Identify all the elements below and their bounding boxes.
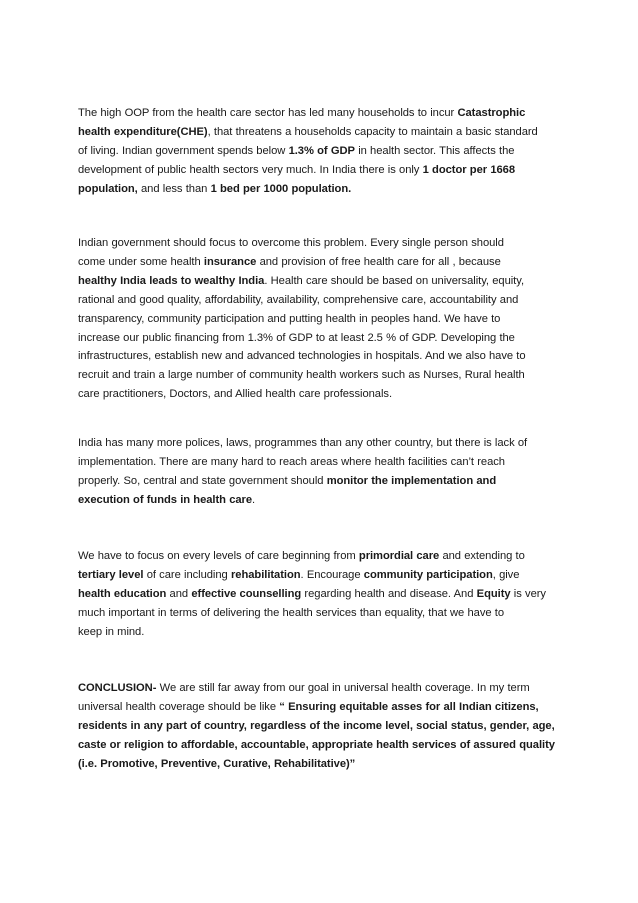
- text-line: [78, 755, 570, 774]
- text-run: . Health care should be based on universality, equity,: [264, 274, 525, 287]
- text-line: [78, 272, 570, 291]
- text-run: universal health coverage should be like: [78, 700, 280, 713]
- paragraph-oop-expenditure: [78, 104, 570, 199]
- text-run: infrastructures, establish new and advanced technologies in hospitals. And we also have to: [78, 350, 526, 363]
- text-run: recruit and train a large number of community health workers such as Nurses, Rural health: [78, 369, 525, 382]
- bold-text-run: healthy India leads to wealthy India: [78, 274, 265, 287]
- text-run: and extending to: [439, 550, 525, 562]
- text-run: and less than: [137, 182, 211, 195]
- text-line: [78, 604, 570, 623]
- paragraph-implementation: [78, 434, 570, 510]
- text-line: [78, 585, 570, 604]
- text-line: [78, 104, 570, 123]
- text-line: [78, 717, 570, 736]
- text-line: [78, 472, 570, 491]
- bold-text-run: health expenditure(CHE): [78, 125, 208, 138]
- text-run: keep in mind.: [78, 625, 145, 638]
- text-run: increase our public financing from 1.3% of GDP to at least 2.5 % of GDP. Developing the: [78, 331, 515, 344]
- text-run: . Encourage: [300, 568, 364, 581]
- text-line: [78, 123, 570, 142]
- bold-text-run: Equity: [476, 587, 511, 600]
- text-run: , give: [492, 568, 520, 581]
- bold-text-run: execution of funds in health care: [78, 493, 253, 506]
- text-run: .: [252, 493, 256, 506]
- bold-text-run: residents in any part of country, regardless of the income level, social status, gender, age,: [78, 719, 555, 732]
- text-line: [78, 310, 570, 329]
- text-line: [78, 253, 570, 272]
- text-run: implementation. There are many hard to reach areas where health facilities can’t reach: [78, 455, 505, 468]
- text-line: [78, 566, 570, 585]
- text-run: , that threatens a households capacity to maintain a basic standard: [207, 125, 538, 138]
- text-run: rational and good quality, affordability, availability, comprehensive care, accountability and: [78, 293, 519, 306]
- bold-text-run: tertiary level: [78, 568, 144, 581]
- text-line: [78, 366, 570, 385]
- bold-text-run: caste or religion to affordable, accountable, appropriate health services of assured quality: [78, 738, 555, 751]
- paragraph-government-focus: [78, 234, 570, 404]
- text-run: in health sector. This affects the: [354, 144, 515, 157]
- text-line: [78, 434, 570, 453]
- bold-text-run: 1.3% of GDP: [288, 144, 355, 157]
- bold-text-run: (i.e. Promotive, Preventive, Curative, Rehabilitative)”: [78, 757, 356, 770]
- text-run: come under some health: [78, 255, 204, 268]
- text-line: [78, 453, 570, 472]
- text-run: much important in terms of delivering the health services than equality, that we have to: [78, 606, 505, 619]
- text-line: [78, 491, 570, 510]
- bold-text-run: “ Ensuring equitable asses for all Indian citizens,: [279, 700, 539, 713]
- text-run: transparency, community participation and putting health in peoples hand. We have to: [78, 312, 501, 325]
- bold-text-run: community participation: [363, 568, 493, 581]
- text-run: care practitioners, Doctors, and Allied health care professionals.: [78, 388, 392, 401]
- text-line: [78, 161, 570, 180]
- text-line: [78, 623, 570, 642]
- text-line: [78, 547, 570, 566]
- text-line: [78, 142, 570, 161]
- text-run: India has many more polices, laws, programmes than any other country, but there is lack of: [78, 437, 528, 449]
- text-run: is very: [510, 587, 546, 600]
- text-line: [78, 329, 570, 348]
- text-line: [78, 234, 570, 253]
- bold-text-run: population,: [78, 182, 138, 195]
- bold-text-run: monitor the implementation and: [326, 474, 497, 487]
- text-run: of care including: [143, 568, 231, 581]
- text-run: of living. Indian government spends below: [78, 144, 289, 157]
- text-run: We have to focus on every levels of care beginning from: [78, 550, 359, 562]
- paragraph-levels-of-care: [78, 547, 570, 642]
- text-line: [78, 180, 570, 199]
- text-run: development of public health sectors very much. In India there is only: [78, 163, 423, 176]
- text-run: Indian government should focus to overcome this problem. Every single person should: [78, 237, 504, 249]
- bold-text-run: rehabilitation: [230, 568, 301, 581]
- text-line: [78, 679, 570, 698]
- bold-text-run: 1 doctor per 1668: [422, 163, 516, 176]
- paragraph-conclusion: [78, 679, 570, 774]
- bold-text-run: primordial care: [358, 550, 440, 562]
- bold-text-run: Catastrophic: [457, 107, 526, 119]
- text-run: The high OOP from the health care sector has led many households to incur: [78, 107, 458, 119]
- text-run: regarding health and disease. And: [301, 587, 477, 600]
- bold-text-run: effective counselling: [191, 587, 302, 600]
- text-run: properly. So, central and state government should: [78, 474, 327, 487]
- text-line: [78, 385, 570, 404]
- text-line: [78, 736, 570, 755]
- text-run: and: [166, 587, 192, 600]
- bold-text-run: health education: [78, 587, 167, 600]
- text-line: [78, 347, 570, 366]
- text-line: [78, 698, 570, 717]
- text-run: We are still far away from our goal in universal health coverage. In my term: [156, 682, 530, 694]
- text-line: [78, 291, 570, 310]
- bold-text-run: CONCLUSION-: [78, 682, 157, 694]
- text-run: and provision of free health care for all , because: [256, 255, 501, 268]
- bold-text-run: insurance: [203, 255, 257, 268]
- bold-text-run: 1 bed per 1000 population.: [210, 182, 352, 195]
